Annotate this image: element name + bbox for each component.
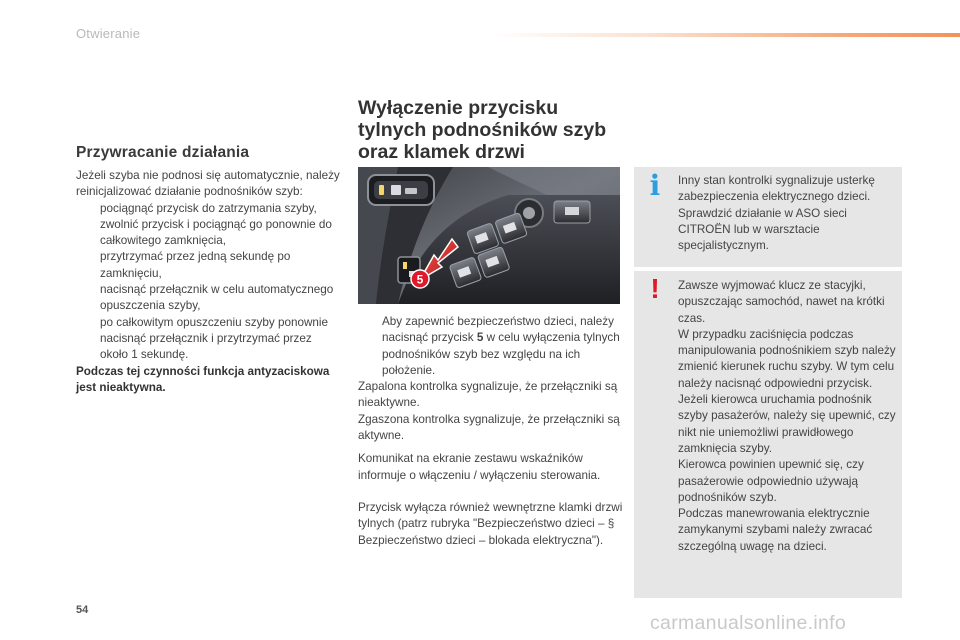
warning-icon: ! (650, 273, 660, 304)
warning-paragraph: Podczas manewrowania elektrycznie zamykanymi szybami należy zwracać szczególną uwagę na dzieci. (678, 507, 873, 553)
warning-paragraph: W przypadku zaciśnięcia podczas manipulowania podnośnikiem szyb należy zmienić kierunek ruchu szyby. W tym celu należy nacisnąć odpowiedni przycisk. (678, 327, 896, 390)
instruction-step: zwolnić przycisk i pociągnąć go ponownie do całkowitego zamknięcia, (100, 217, 332, 248)
info-text: Inny stan kontrolki sygnalizuje usterkę zabezpieczenia elektrycznego dzieci. Sprawdzić działanie w ASO sieci CITROËN lub w warsztacie specjalistycznym. (678, 174, 875, 253)
warning-paragraph: Jeżeli kierowca uruchamia podnośnik szyby pasażerów, należy się upewnić, czy nikt nie uniemożliwi prawidłowego zamknięcia szyby. (678, 393, 896, 455)
anti-pinch-note: Podczas tej czynności funkcja antyzaciskowa jest nieaktywna. (76, 364, 330, 394)
instruction-step: Aby zapewnić bezpieczeństwo dzieci, należy nacisnąć przycisk 5 w celu wyłączenia tylnych podnośników szyb bez względu na ich położenie. (382, 315, 620, 377)
warning-text (678, 278, 900, 555)
switch-panel-illustration (358, 167, 620, 304)
restore-intro: Jeżeli szyba nie podnosi się automatycznie, należy reinicjalizować działanie podnośników szyb: (76, 169, 340, 199)
restore-instructions (76, 168, 340, 396)
header-accent-bar (488, 33, 960, 37)
instruction-step: przytrzymać przez jedną sekundę po zamknięciu, (100, 250, 291, 280)
door-handle-text: Przycisk wyłącza również wewnętrzne klamki drzwi tylnych (patrz rubryka "Bezpieczeństwo dzieci – § Bezpieczeństwo dzieci – blokada elektryczna"). (358, 500, 623, 547)
door-switch-panel-photo (358, 167, 620, 304)
instruction-step: nacisnąć przełącznik w celu automatycznego opuszczenia szyby, (100, 283, 334, 313)
info-icon: i (649, 169, 661, 202)
child-lock-instructions (358, 314, 624, 549)
instruction-step: pociągnąć przycisk do zatrzymania szyby, (100, 201, 317, 215)
warning-box (634, 271, 902, 598)
section-title-restore: Przywracanie działania (76, 144, 250, 161)
watermark: carmanualsonline.info (650, 612, 846, 634)
lamp-on-text: Zapalona kontrolka sygnalizuje, że przełączniki są nieaktywne. (358, 380, 618, 410)
lamp-off-text: Zgaszona kontrolka sygnalizuje, że przełączniki są aktywne. (358, 412, 620, 443)
callout-label: 5 (416, 272, 424, 287)
warning-paragraph: Kierowca powinien upewnić się, czy pasażerowie odpowiednio używają podnośników szyb. (678, 458, 864, 504)
button-reference: 5 (476, 331, 484, 345)
info-box (634, 167, 902, 267)
warning-paragraph: Zawsze wyjmować klucz ze stacyjki, opuszczając samochód, nawet na krótki czas. (678, 279, 885, 325)
display-message-text: Komunikat na ekranie zestawu wskaźników informuje o włączeniu / wyłączeniu sterowania. (358, 452, 601, 482)
section-title-child-lock: Wyłączenie przycisku tylnych podnośników szyb oraz klamek drzwi (358, 97, 607, 163)
page-number: 54 (76, 604, 89, 616)
instruction-step: po całkowitym opuszczeniu szyby ponownie nacisnąć przełącznik i przytrzymać przez około 1 sekundę. (100, 315, 329, 362)
section-label: Otwieranie (76, 26, 141, 41)
